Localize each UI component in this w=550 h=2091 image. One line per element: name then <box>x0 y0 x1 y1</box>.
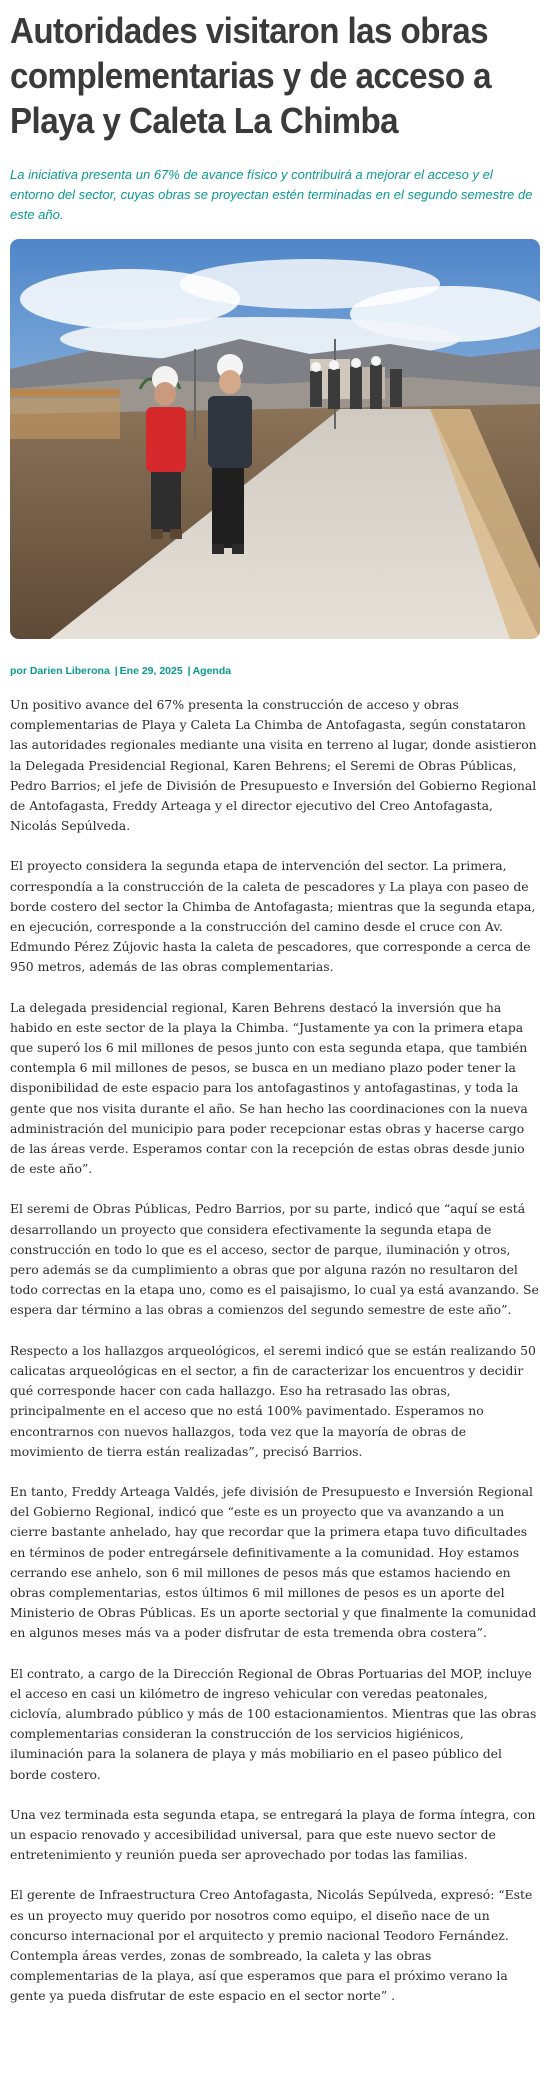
article-meta <box>10 665 540 677</box>
article-paragraph: El seremi de Obras Públicas, Pedro Barrios, por su parte, indicó que “aquí se está desarrollando un proyecto que considera efectivamente la segunda etapa de construcción en todo lo que es el acceso, sector de parque, iluminación y otros, pero además se da cumplimiento a obras que por alguna razón no resultaron del todo correctas en la etapa uno, como es el paisajismo, lo cual ya está avanzando. Se espera dar término a las obras a comienzos del segundo semestre de este año”. <box>10 1201 539 1318</box>
article-paragraph: Respecto a los hallazgos arqueológicos, el seremi indicó que se están realizando 50 calicatas arqueológicas en el sector, a fin de caracterizar los encuentros y decidir qué corresponde hacer con cada hallazgo. Eso ha retrasado las obras, principalmente en el acceso que no está 100% pavimentado. Esperamos no encontrarnos con nuevos hallazgos, toda vez que la mayoría de obras de movimiento de tierra están realizadas”, precisó Barrios. <box>10 1342 536 1459</box>
article-paragraph: El proyecto considera la segunda etapa de intervención del sector. La primera, correspondía a la construcción de la caleta de pescadores y La playa con paseo de borde costero del sector la Chimba de Antofagasta; mientras que la segunda etapa, en ejecución, corresponde a la construcción del camino desde el cruce con Av. Edmundo Pérez Zújovic hasta la caleta de pescadores, que corresponde a cerca de 950 metros, además de las obras complementarias. <box>10 858 536 975</box>
article-paragraph: En tanto, Freddy Arteaga Valdés, jefe división de Presupuesto e Inversión Regional del Gobierno Regional, indicó que “este es un proyecto que va avanzando a un cierre bastante anhelado, hay que recordar que la primera etapa tuvo dificultades en términos de poder entregársele definitivamente a la comunidad. Hoy estamos cerrando ese anhelo, son 6 mil millones de pesos más que estamos haciendo en obras complementarias, estos últimos 6 mil millones de pesos es un aporte del Ministerio de Obras Públicas. Es un aporte sectorial y que finalmente la comunidad en algunos meses más va a poder disfrutar de esta tremenda obra costera”. <box>10 1483 537 1641</box>
meta-separator: | <box>187 665 191 677</box>
article-body <box>10 695 540 2007</box>
article-paragraph: La delegada presidencial regional, Karen Behrens destacó la inversión que ha habido en este sector de la playa la Chimba. “Justamente ya con la primera etapa que superó los 6 mil millones de pesos junto con esta segunda etapa, que también contempla 6 mil millones de pesos, se busca en un mediano plazo poder tener la disponibilidad de este espacio para los antofagastinos y antofagastinas, y toda la gente que nos visita durante el año. Se han hecho las coordinaciones con la nueva administración del municipio para poder recepcionar estas obras y hacerse cargo de las áreas verde. Esperamos contar con la recepción de estas obras desde junio de este año”. <box>10 999 528 1177</box>
article-paragraph: El contrato, a cargo de la Dirección Regional de Obras Portuarias del MOP, incluye el acceso en casi un kilómetro de ingreso vehicular con veredas peatonales, ciclovía, alumbrado público y más de 100 estacionamientos. Mientras que las obras complementarias consideran la construcción de los servicios higiénicos, iluminación para la solanera de playa y más mobiliario en el paseo público del borde costero. <box>10 1665 537 1782</box>
article-paragraph: Un positivo avance del 67% presenta la construcción de acceso y obras complementarias de Playa y Caleta La Chimba de Antofagasta, según constataron las autoridades regionales mediante una visita en terreno al lugar, donde asistieron la Delegada Presidencial Regional, Karen Behrens; el Seremi de Obras Públicas, Pedro Barrios; el jefe de División de Presupuesto e Inversión del Gobierno Regional de Antofagasta, Freddy Arteaga y el director ejecutivo del Creo Antofagasta, Nicolás Sepúlveda. <box>10 697 537 834</box>
category-link[interactable]: Agenda <box>192 665 232 677</box>
meta-prefix: por <box>10 665 27 677</box>
meta-separator: | <box>114 665 118 677</box>
article-lede: La iniciativa presenta un 67% de avance físico y contribuirá a mejorar el acceso y el entorno del sector, cuyas obras se proyectan estén terminadas en el segundo semestre de este año. <box>10 167 533 222</box>
article-paragraph: Una vez terminada esta segunda etapa, se entregará la playa de forma íntegra, con un espacio renovado y accesibilidad universal, para que este nuevo sector de entretenimiento y reunión pueda ser aprovechado por todas las familias. <box>10 1806 536 1863</box>
article-paragraph: El gerente de Infraestructura Creo Antofagasta, Nicolás Sepúlveda, expresó: “Este es un proyecto muy querido por nosotros como equipo, el diseño nace de un concurso internacional por el arquitecto y premio nacional Teodoro Fernández. Contempla áreas verdes, zonas de sombreado, la caleta y las obras complementarias de la playa, así que esperamos que para el próximo verano la gente ya pueda disfrutar de este espacio en el sector norte” . <box>10 1887 533 2004</box>
article-title: Autoridades visitaron las obras complementarias y de acceso a Playa y Caleta La Chimba <box>10 10 492 141</box>
article-hero-image <box>10 239 540 639</box>
author-link[interactable]: Darien Liberona <box>29 665 110 677</box>
publish-date: Ene 29, 2025 <box>119 665 183 677</box>
